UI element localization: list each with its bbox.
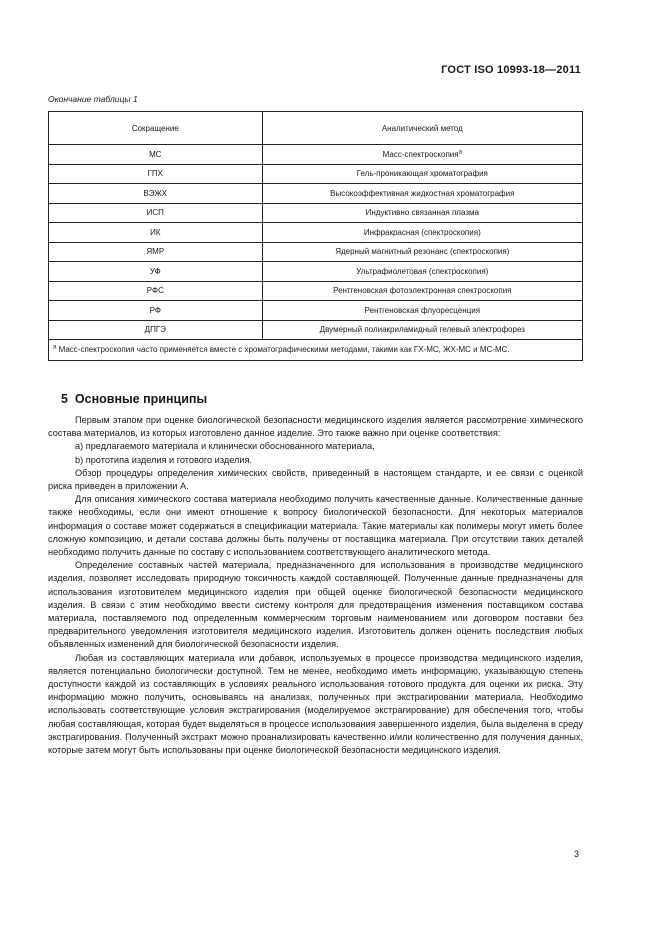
paragraph: Для описания химического состава материала необходимо получить качественные данные. Количественные данные также необходимы, если они имеют отношение к вопросу биологической безопасности. Для некоторых материалов информация о составе может содержаться в спецификации материала. Такие материалы как полимеры могут иметь более сложную композицию, и детали состава должны быть получены от поставщика материала. При отсутствии таких деталей необходимо получить данные по составу с использованием соответствующего аналитического метода. bbox=[48, 494, 583, 558]
page-number: 3 bbox=[573, 849, 579, 859]
table-footnote bbox=[49, 340, 583, 361]
method-name: Рентгеновская фотоэлектронная спектроскопия bbox=[333, 286, 512, 296]
abbreviation-cell: ВЭЖХ bbox=[49, 184, 263, 204]
table-row bbox=[49, 242, 583, 262]
document-header: ГОСТ ISO 10993-18—2011 bbox=[441, 64, 581, 76]
footnote-text: Масс-спектроскопия часто применяется вместе с хроматографическими методами, такими как ГХ-МС, ЖХ-МС и МС-МС. bbox=[58, 345, 510, 354]
table-body bbox=[49, 145, 583, 340]
abbreviation-cell: УФ bbox=[49, 262, 263, 282]
table-row bbox=[49, 145, 583, 165]
abbreviation-cell: ЯМР bbox=[49, 242, 263, 262]
section-title: Основные принципы bbox=[74, 392, 208, 406]
method-cell bbox=[262, 203, 582, 223]
method-name: Ультрафиолетовая (спектроскопия) bbox=[356, 266, 489, 276]
method-cell bbox=[262, 320, 582, 340]
column-header-method: Аналитический метод bbox=[262, 112, 582, 145]
table-row bbox=[49, 281, 583, 301]
method-cell bbox=[262, 262, 582, 282]
column-header-abbreviation: Сокращение bbox=[49, 112, 263, 145]
method-cell bbox=[262, 184, 582, 204]
method-name: Гель-проникающая хроматография bbox=[356, 169, 488, 179]
list-item: a) предлагаемого материала и клинически обоснованного материала, bbox=[75, 441, 375, 452]
abbreviation-cell: ИК bbox=[49, 223, 263, 243]
table-row bbox=[49, 301, 583, 321]
paragraph: Любая из составляющих материала или добавок, используемых в процессе производства медицинского изделия, является потенциально биологически доступной. Тем не менее, необходимо иметь информацию, указывающую степень доступности каждой из составляющих в условиях реального использования готового продукта для оценки их риска. Эту информацию можно получить, основываясь на анализах, полученных при экстрагировании материала. Необходимо использовать соответствующие условия экстрагирования (моделируемое экстрагирование) для обеспечения того, чтобы любая составляющая, которая будет выделяться в процессе использования завершенного изделия, была выделена в среду экстрагирования. Полученный экстракт можно проанализировать качественно и/или количественно для получения данных, которые затем могут быть использованы при оценке биологической безопасности медицинского изделия. bbox=[48, 652, 583, 756]
table-caption: Окончание таблицы 1 bbox=[48, 94, 138, 104]
method-name: Инфракрасная (спектроскопия) bbox=[363, 227, 481, 237]
table-row bbox=[49, 203, 583, 223]
table-footnote-row bbox=[49, 340, 583, 361]
abbreviation-cell: РФ bbox=[49, 301, 263, 321]
abbreviation-cell: ГПХ bbox=[49, 164, 263, 184]
table-row bbox=[49, 184, 583, 204]
table-row bbox=[49, 164, 583, 184]
table-row bbox=[49, 223, 583, 243]
method-name: Рентгеновская флуоресценция bbox=[364, 305, 481, 315]
paragraph: Определение составных частей материала, предназначенного для использования в производстве медицинского изделия, позволяет исследовать природную токсичность каждой составляющей. Полученные данные предназначены для использования изготовителем медицинского изделия при общей оценке биологической безопасности медицинского изделия. В связи с этим необходимо ввести систему контроля для предотвращения изменения поставщиком состава материала, поставляемого под определенным коммерческим торговым наименованием или договором поставки без предварительного уведомления изготовителя медицинского изделия. Изготовитель должен оценить последствия любых объявленных изменений для биологической безопасности изделия. bbox=[48, 560, 583, 650]
method-name: Масс-спектроскопия bbox=[382, 149, 459, 159]
method-name: Индуктивно связанная плазма bbox=[365, 208, 479, 218]
table-row bbox=[49, 320, 583, 340]
method-cell bbox=[262, 301, 582, 321]
method-cell bbox=[262, 242, 582, 262]
paragraph: Обзор процедуры определения химических свойств, приведенный в настоящем стандарте, и ее связи с оценкой риска приведен в приложении А. bbox=[48, 467, 583, 492]
abbreviation-cell: ИСП bbox=[49, 203, 263, 223]
method-cell bbox=[262, 281, 582, 301]
footnote-ref: а bbox=[458, 149, 462, 156]
footnote-mark: а bbox=[53, 344, 57, 351]
abbreviation-cell: ДПГЭ bbox=[49, 320, 263, 340]
abbreviation-cell: РФС bbox=[49, 281, 263, 301]
section-body bbox=[48, 414, 583, 757]
list-item: b) прототипа изделия и готового изделия. bbox=[75, 454, 253, 465]
table-row bbox=[49, 262, 583, 282]
section-heading bbox=[61, 392, 207, 406]
abbreviation-cell: МС bbox=[49, 145, 263, 165]
method-cell bbox=[262, 145, 582, 165]
method-name: Двумерный полиакриламидный гелевый электрофорез bbox=[319, 325, 525, 335]
table-header-row bbox=[49, 112, 583, 145]
abbreviations-table bbox=[48, 111, 583, 361]
section-number: 5 bbox=[61, 392, 68, 406]
method-name: Ядерный магнитный резонанс (спектроскопия) bbox=[335, 247, 510, 257]
method-cell bbox=[262, 223, 582, 243]
paragraph: Первым этапом при оценке биологической безопасности медицинского изделия является рассмотрение химического состава материалов, из которых изготовлено данное изделие. Это также важно при оценке соответствия: bbox=[48, 415, 583, 439]
method-cell bbox=[262, 164, 582, 184]
method-name: Высокоэффективная жидкостная хроматография bbox=[330, 188, 515, 198]
